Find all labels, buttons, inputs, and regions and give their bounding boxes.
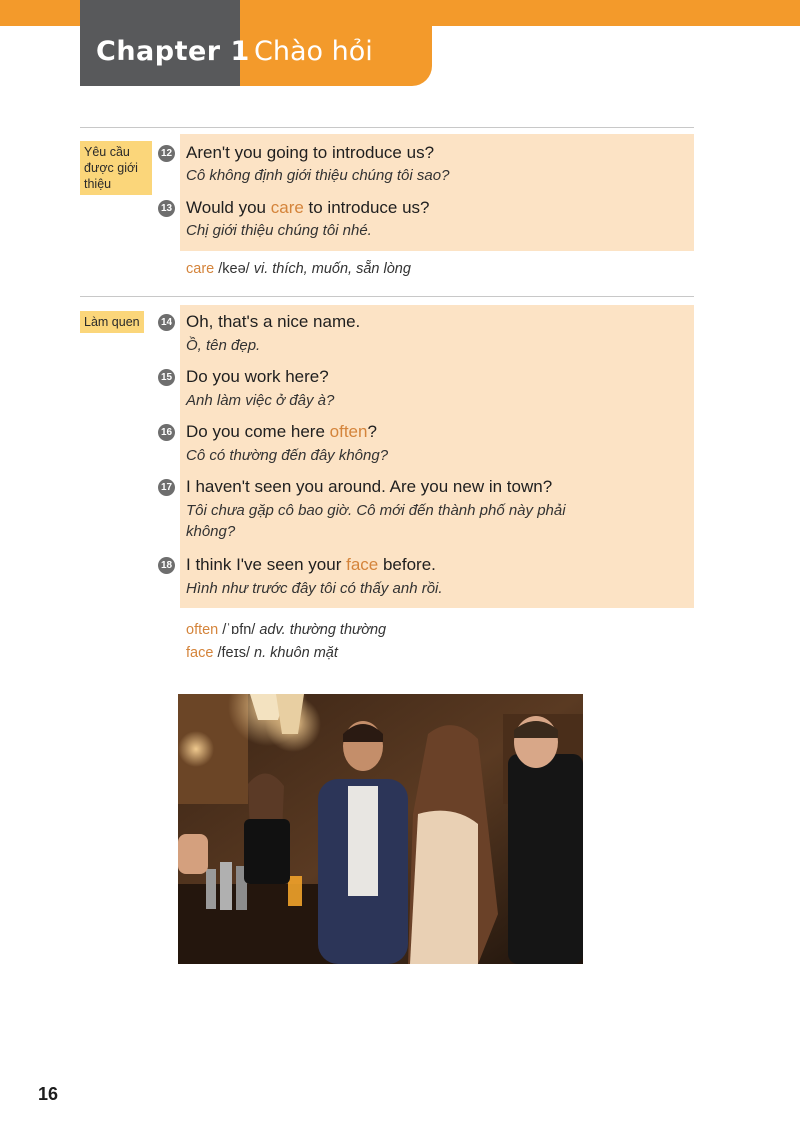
phrase-number-badge: 17 [158,479,175,496]
phrase-english [186,198,430,218]
phrase-vietnamese: Cô không định giới thiệu chúng tôi sao? [186,167,450,184]
header-cutout [432,26,800,86]
section-tag-line: Làm quen [84,315,140,329]
phrase-english-text: Do you work here? [186,367,329,386]
phrase-number-badge: 12 [158,145,175,162]
phrase-english [186,422,377,442]
section-divider [80,127,694,128]
phrase-keyword: care [270,198,304,217]
section-tag [80,311,144,333]
phrase-english-text: Oh, that's a nice name. [186,312,361,331]
vocab-definition: n. khuôn mặt [254,645,338,661]
chapter-title: Chào hỏi [254,36,373,67]
vocab-entry [186,645,338,661]
phrase-english-text: I think I've seen your [186,555,347,574]
phrase-number-badge: 14 [158,314,175,331]
phrase-english [186,477,552,497]
vocab-word: face [186,645,214,661]
vocab-definition: adv. thường thường [259,622,387,638]
vocab-entry [186,622,386,638]
phrase-english-text: Would you [186,198,271,217]
vocab-phonetic: /keə/ [218,261,250,277]
phrase-vietnamese: Hình như trước đây tôi có thấy anh rồi. [186,580,443,597]
vocab-definition: vi. thích, muốn, sẵn lòng [253,261,411,277]
phrase-vietnamese: Cô có thường đến đây không? [186,447,389,464]
chapter-label: Chapter 1 [96,36,250,67]
phrase-english [186,367,329,387]
phrase-keyword: often [329,422,368,441]
vocab-word: care [186,261,215,277]
phrase-number-badge: 15 [158,369,175,386]
bar-scene-photo [178,694,583,964]
phrase-vietnamese-line: Tôi chưa gặp cô bao giờ. Cô mới đến thành phố này phải [186,502,566,519]
phrase-english [186,555,436,575]
phrase-vietnamese: Anh làm việc ở đây à? [186,392,335,409]
phrase-english-text: before. [378,555,436,574]
page-number: 16 [38,1084,59,1104]
section-tag-line: thiệu [84,177,112,191]
phrase-english-text: Do you come here [186,422,330,441]
section-tag-line: được giới [84,161,138,175]
phrase-english [186,312,360,332]
phrase-english-text: to introduce us? [303,198,430,217]
vocab-phonetic: /ˈɒfn/ [222,622,256,638]
phrase-vietnamese: Chị giới thiệu chúng tôi nhé. [186,222,372,239]
phrase-vietnamese-line: không? [186,523,236,540]
phrase-number-badge: 18 [158,557,175,574]
phrase-keyword: face [346,555,379,574]
phrase-english-text: Aren't you going to introduce us? [186,143,435,162]
phrase-english-text: ? [367,422,377,441]
phrase-vietnamese: Ồ, tên đẹp. [186,337,261,354]
vocab-entry [186,261,411,277]
section-tag [80,141,152,195]
phrase-vietnamese [186,500,656,542]
vocab-word: often [186,622,219,638]
phrase-english [186,143,434,163]
phrase-number-badge: 16 [158,424,175,441]
section-tag-line: Yêu cầu [84,145,130,159]
phrase-number-badge: 13 [158,200,175,217]
vocab-phonetic: /feɪs/ [217,645,251,661]
phrase-english-text: I haven't seen you around. Are you new in town? [186,477,553,496]
section-divider [80,296,694,297]
